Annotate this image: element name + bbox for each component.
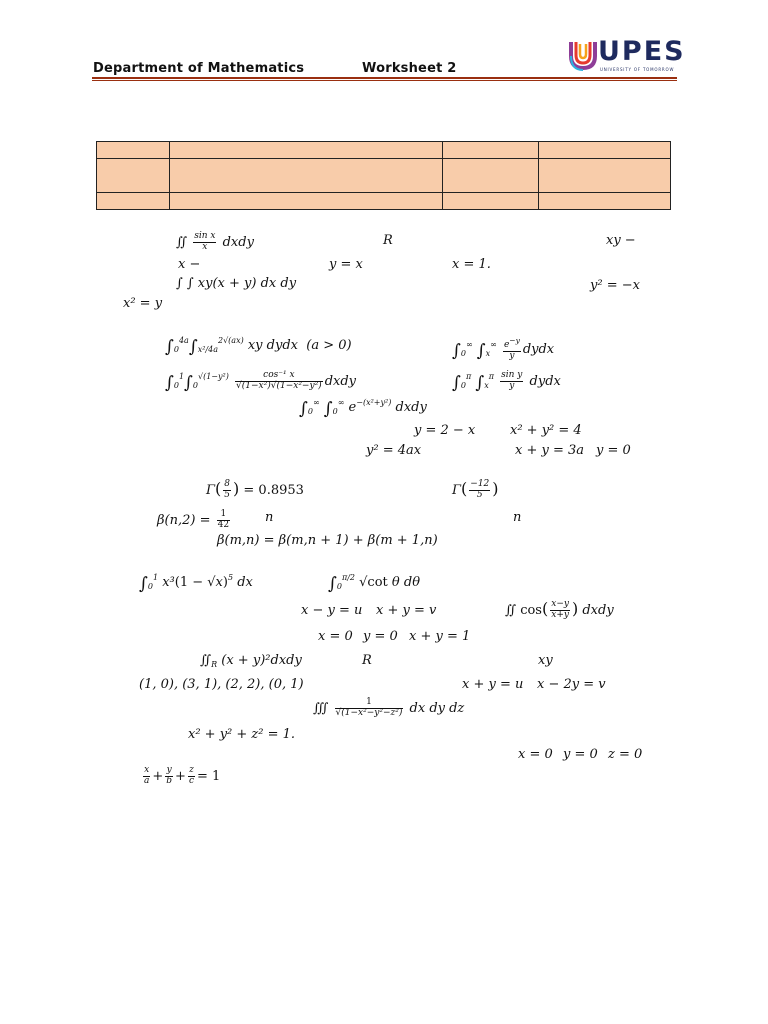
q11-vertices: (1, 0), (3, 1), (2, 2), (0, 1) — [139, 677, 304, 692]
logo-mark-icon — [568, 38, 598, 74]
table-row — [97, 193, 671, 210]
q1-x: x − — [178, 257, 201, 272]
q7-n2: n — [513, 510, 522, 525]
q3c-integral: $\int_0^1\int_0^{√(1-y^2)}$ $\frac{\text{cos⁻¹ x}}{\text{√(1−x²)√(1−x²−y²)}}$ dxdy — [165, 370, 357, 393]
q13-plane-y: y = 0 — [563, 747, 598, 762]
q13-plane: $\frac{x}{a}$ + $\frac{y}{b}$ + $\frac{z}{c}$ = 1 — [144, 765, 221, 786]
q10-bounds-y: y = 0 — [363, 629, 398, 644]
q3a-integral: $\int_0^{4a}\int_{x^2/4a}^{2√(ax)}$ xy dydx (a > 0) — [165, 336, 352, 357]
table-cell — [443, 159, 539, 193]
header-rule-thin — [92, 80, 677, 81]
table-row — [97, 159, 671, 193]
q1-integral: ∬ $\frac{\text{sin x}}{x}$ dxdy — [176, 231, 254, 252]
q5-axis: y = 0 — [596, 443, 631, 458]
table-cell — [170, 142, 443, 159]
q4-line: y = 2 − x — [414, 423, 476, 438]
q6-gamma-value: Γ( $\frac{8}{5}$ ) = 0.8953 — [206, 478, 304, 500]
q10-sub-v: x + y = v — [376, 603, 437, 618]
header-rule — [92, 77, 677, 79]
q6-gamma-find: Γ( $\frac{-12}{5}$ ) — [452, 478, 499, 500]
q8-identity: β(m,n) = β(m,n + 1) + β(m + 1,n) — [217, 533, 438, 548]
q2-curve-b: x² = y — [123, 296, 163, 311]
q3e-integral: $\int_0^\infty$ $\int_0^\infty$ $e^{-(x^2+y^2)}$ dxdy — [299, 398, 427, 419]
q3a-condition: (a > 0) — [306, 338, 352, 353]
table-cell — [539, 159, 671, 193]
q11-sub-u: x + y = u — [462, 677, 524, 692]
q11-plane: xy — [538, 653, 553, 668]
table-cell — [97, 159, 170, 193]
q10-integral: ∬ cos( $\frac{x-y}{x+y}$ ) dxdy — [505, 598, 614, 620]
upes-logo — [568, 36, 686, 78]
q2-integral: ∫ ∫ xy(x + y) dx dy — [176, 276, 297, 291]
q1-x-eq-1: x = 1. — [452, 257, 491, 272]
table-cell — [443, 142, 539, 159]
table-cell — [443, 193, 539, 210]
q1-region: R — [383, 233, 393, 248]
worksheet-title: Worksheet 2 — [362, 61, 457, 76]
table-cell — [170, 159, 443, 193]
q5-parabola: y² = 4ax — [366, 443, 422, 458]
logo-tagline: UNIVERSITY OF TOMORROW — [600, 67, 675, 72]
q11-integral: $∬_R$ (x + y)²dxdy — [200, 653, 302, 669]
q10-bounds-xy: x + y = 1 — [409, 629, 471, 644]
q7-beta: β(n,2) = $\frac{1}{42}$ — [157, 509, 230, 530]
q9a-integral: $\int_0^1$ $x^3(1 - √x)^5$ dx — [139, 573, 253, 594]
q12-sphere: x² + y² + z² = 1. — [188, 727, 296, 742]
logo-wordmark: UPES — [598, 36, 686, 67]
q12-integral: ∭ $\frac{1}{\text{√(1−x²−y²−z²)}}$ dx dy dz — [313, 697, 465, 718]
q4-circle: x² + y² = 4 — [510, 423, 582, 438]
q1-y-eq-x: y = x — [329, 257, 363, 272]
q13-plane-x: x = 0 — [518, 747, 553, 762]
q10-sub-u: x − y = u — [301, 603, 363, 618]
q13-plane-z: z = 0 — [608, 747, 643, 762]
table-cell — [539, 193, 671, 210]
q11-region: R — [362, 653, 372, 668]
table-cell — [97, 193, 170, 210]
q7-n1: n — [265, 510, 274, 525]
q5-line: x + y = 3a — [515, 443, 585, 458]
table-cell — [539, 142, 671, 159]
q9b-integral: $\int_0^{\pi/2}$ √cot θ dθ — [328, 573, 421, 594]
q3d-integral: $\int_0^\pi$ $\int_x^\pi$ $\frac{\text{sin y}}{y}$ dydx — [452, 370, 561, 393]
table-row — [97, 142, 671, 159]
q2-curve-a: y² = −x — [590, 278, 640, 293]
q10-bounds-x: x = 0 — [318, 629, 353, 644]
q1-xy: xy − — [606, 233, 636, 248]
q11-sub-v: x − 2y = v — [537, 677, 606, 692]
student-info-table — [96, 141, 671, 210]
table-cell — [170, 193, 443, 210]
q3b-integral: $\int_0^\infty$ $\int_x^\infty$ $\frac{e^{-y}}{y}$ dydx — [452, 336, 555, 361]
table-cell — [97, 142, 170, 159]
department-title: Department of Mathematics — [93, 61, 305, 76]
